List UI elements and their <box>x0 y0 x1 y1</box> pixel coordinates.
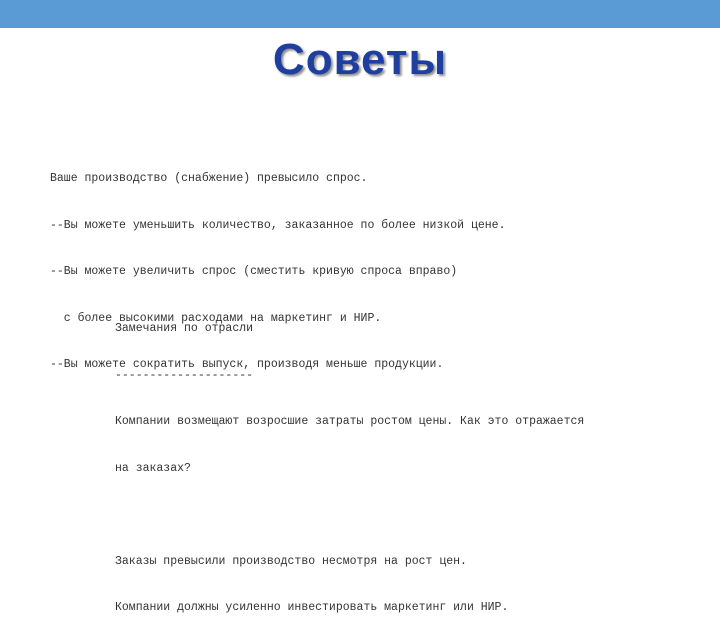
advice-line: --Вы можете уменьшить количество, заказанное по более низкой цене. <box>50 218 506 232</box>
industry-notes-block <box>115 290 584 631</box>
industry-notes-line: на заказах? <box>115 461 191 475</box>
advice-line: --Вы можете увеличить спрос (сместить кривую спроса вправо) <box>50 265 458 278</box>
slide-title: Советы <box>272 35 448 84</box>
industry-notes-blank-line <box>115 507 584 523</box>
advice-line: Ваше производство (снабжение) превысило спрос. <box>50 172 368 185</box>
industry-notes-line: Компании должны усиленно инвестировать маркетинг или НИР. <box>115 601 509 614</box>
top-accent-bar <box>0 0 720 28</box>
advice-line: с более высокими расходами на маркетинг и НИР. <box>50 311 382 325</box>
advice-line: --Вы можете сократить выпуск, производя меньше продукции. <box>50 358 444 371</box>
industry-notes-separator: -------------------- <box>115 368 254 382</box>
industry-notes-heading: Замечания по отрасли <box>115 322 254 335</box>
industry-notes-line: Компании возмещают возросшие затраты ростом цены. Как это отражается <box>115 415 585 428</box>
industry-notes-line: Заказы превысили производство несмотря на рост цен. <box>115 554 467 568</box>
